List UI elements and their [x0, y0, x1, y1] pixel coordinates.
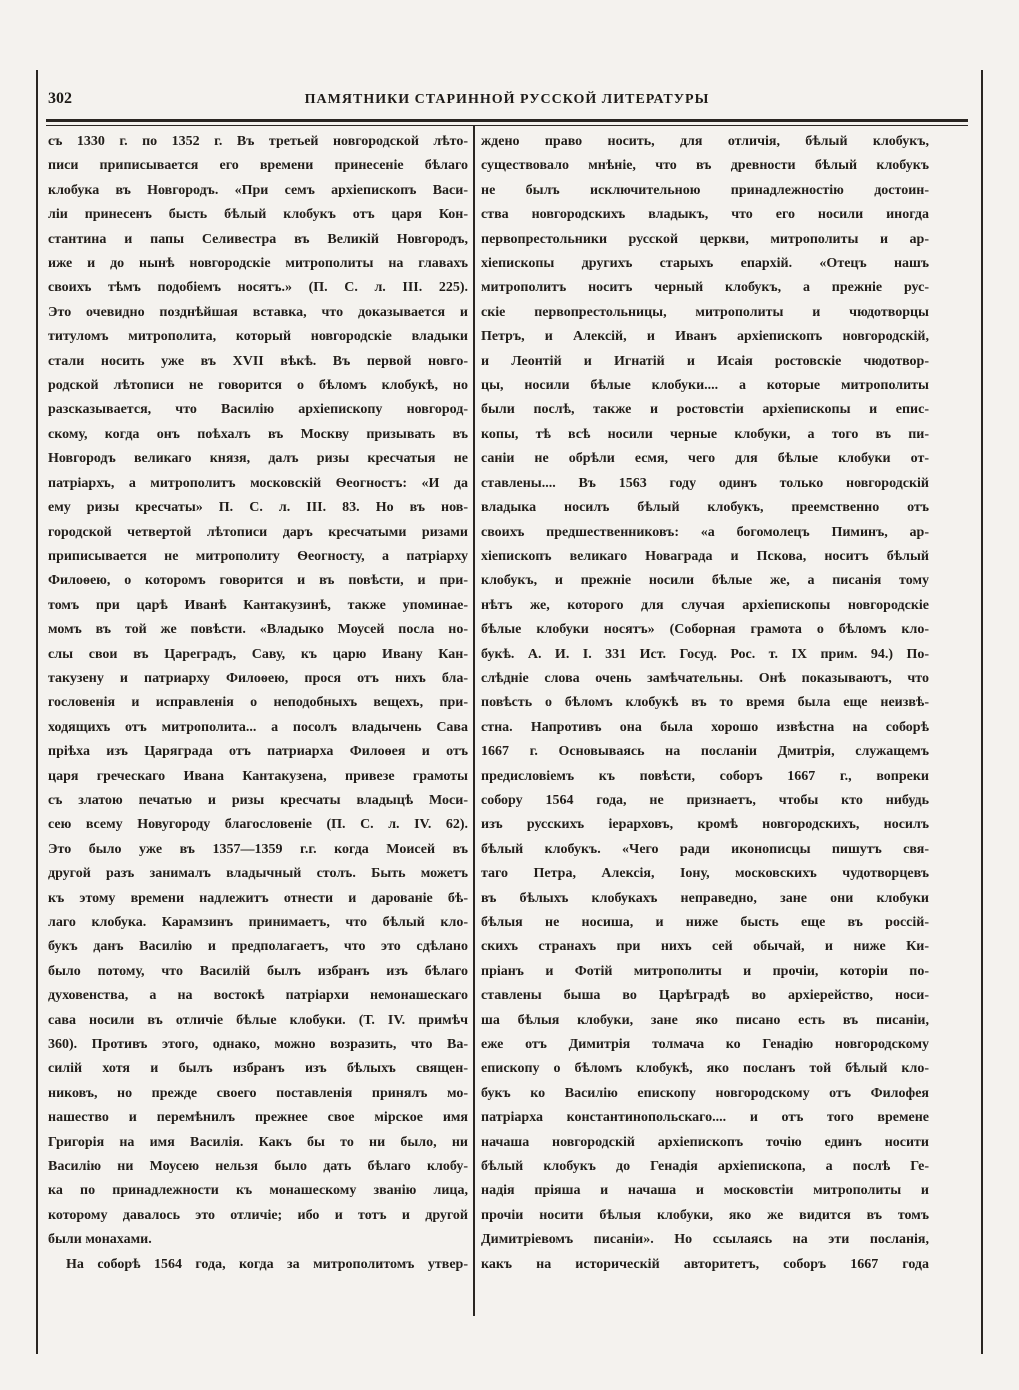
text-line: съ 1330 г. по 1352 г. Въ третьей новгородской лѣто- [48, 134, 468, 149]
text-line: ходящихъ отъ митрополита... а посолъ владычень Сава [48, 719, 468, 735]
text-line: сава носили въ отличіе бѣлые клобуки. (Т. IV. примѣч [48, 1012, 468, 1028]
text-line: бѣлыя не носиша, и ниже бысть еще въ россій- [481, 915, 929, 930]
text-line: хіепископы другихъ старыхъ епархій. «Отецъ нашъ [481, 256, 929, 272]
text-line: первопрестольники русской церкви, митрополиты и ар- [481, 231, 929, 247]
text-line: надія пріяша и начаша и московстіи митрополиты и [481, 1183, 929, 1199]
text-line: царя греческаго Ивана Кантакузена, привезе грамоты [48, 768, 468, 784]
text-line: стантина и папы Селивестра въ Великій Новгородъ, [48, 231, 468, 247]
text-line: скихъ странахъ при нихъ сей обычай, и ниже Ки- [481, 939, 929, 955]
text-line: момъ въ той же повѣсти. «Владыко Моусей посла но- [48, 622, 468, 638]
text-line: нѣтъ же, которого для случая архіепископы новгородскіе [481, 597, 929, 613]
column-divider [473, 126, 475, 1316]
text-line: не былъ исключительною принадлежностію достоин- [481, 182, 929, 198]
text-line: ставлены.... Въ 1563 году одинъ только новгородскій [481, 475, 929, 491]
text-line: ліи принесенъ бысть бѣлый клобукъ отъ царя Кон- [48, 207, 468, 223]
text-line: цы, носили бѣлые клобуки.... а которые митрополиты [481, 378, 929, 394]
text-line: букъ данъ Василію и предполагаетъ, что это сдѣлано [48, 939, 468, 955]
text-line: слѣдніе слова очень замѣчательны. Онѣ показываютъ, что [481, 670, 929, 686]
text-line: бѣлый клобукъ. «Чего ради иконописцы пишутъ свя- [481, 841, 929, 857]
text-line: и Леонтій и Игнатій и Исаія ростовскіе чюдотвор- [481, 353, 929, 369]
text-line: слы свои въ Цареградъ, Саву, къ царю Ивану Кан- [48, 646, 468, 662]
text-line: саніи не обрѣли есмя, чего для бѣлые клобуки от- [481, 451, 929, 467]
text-line: городской четвертой лѣтописи даръ кресчатыми ризами [48, 524, 468, 540]
text-line: митрополитъ носитъ черный клобукъ, а прежніе рус- [481, 280, 929, 296]
text-line: никовъ, но прежде своего поставленія принялъ мо- [48, 1085, 468, 1101]
text-line: стна. Напротивъ она была хорошо извѣстна на соборѣ [481, 719, 929, 735]
text-line: пріанъ и Фотій митрополиты и прочіи, которіи по- [481, 963, 929, 979]
header-rule-thick [46, 119, 968, 122]
text-line: епископу о бѣломъ клобукѣ, яко посланъ той бѣлый кло- [481, 1061, 929, 1077]
text-line: съ златою печатью и ризы кресчаты владыцѣ Моси- [48, 792, 468, 808]
text-line: 1667 г. Основываясь на посланіи Дмитрія, служащемъ [481, 744, 929, 760]
text-line: Новгородъ великаго князя, далъ ризы кресчатыя не [48, 451, 468, 467]
text-line: повѣсть о бѣломъ клобукѣ въ то время была еще неизвѣ- [481, 695, 929, 711]
text-line: ждено право носить, для отличія, бѣлый клобукъ, [481, 134, 929, 149]
text-line: скіе первопрестольницы, митрополиты и чюдотворцы [481, 304, 929, 320]
text-line: ему ризы кресчаты» П. С. л. III. 83. Но въ нов- [48, 500, 468, 516]
text-line: сею всему Новугороду благословеніе (П. С. л. IV. 62). [48, 817, 468, 833]
text-line: своихъ предшественниковъ: «а богомолецъ Пиминъ, ар- [481, 524, 929, 540]
text-line: иже и до нынѣ новгородскіе митрополиты на главахъ [48, 256, 468, 272]
text-line: было потому, что Василій былъ избранъ изъ бѣлаго [48, 963, 468, 979]
left-column [48, 130, 468, 1277]
text-line: 360). Противъ этого, однако, можно возразить, что Ва- [48, 1037, 468, 1053]
text-line: приписывается не митрополиту Ѳеогносту, а патріарху [48, 548, 468, 564]
text-line: томъ при царѣ Иванѣ Кантакузинѣ, также упоминае- [48, 597, 468, 613]
text-line: патріархъ, а митрополитъ московскій Ѳеогностъ: «И да [48, 475, 468, 491]
text-line: были послѣ, также и ростовстіи архіепископы и епис- [481, 402, 929, 418]
text-line: разсказывается, что Василію архіепископу новгород- [48, 402, 468, 418]
text-line: ства новгородскихъ владыкъ, что его носили иногда [481, 207, 929, 223]
text-line: Григорія на имя Василія. Какъ бы то ни было, ни [48, 1134, 468, 1150]
text-line: букъ ко Василію епископу новгородскому отъ Филофея [481, 1085, 929, 1101]
text-line: были монахами. [48, 1232, 152, 1248]
text-line: другой разъ занималъ владычный столъ. Быть можетъ [48, 866, 468, 882]
text-line: собору 1564 года, не признаетъ, чтобы кто нибудь [481, 792, 929, 808]
text-line: ка по принадлежности къ монашескому званію лица, [48, 1183, 468, 1199]
text-line: Это было уже въ 1357—1359 г.г. когда Моисей въ [48, 841, 468, 857]
text-line: начаша новгородскій архіепископъ точію единъ носити [481, 1134, 929, 1150]
page-number: 302 [48, 90, 72, 107]
text-line: существовало мнѣніе, что въ древности бѣлый клобукъ [481, 158, 929, 174]
header-rule-thin [46, 125, 968, 126]
text-line: Димитріевомъ писаніи». Но ссылаясь на эти посланія, [481, 1232, 929, 1248]
text-line: которому давалось это отличіе; ибо и тотъ и другой [48, 1207, 468, 1223]
text-line: ставлены быша во Царѣградѣ во архіерейство, носи- [481, 988, 929, 1004]
text-line: Филоѳею, о которомъ говорится и въ повѣсти, и при- [48, 573, 468, 589]
text-line: гословенія и исправленія о неподобныхъ вещехъ, при- [48, 695, 468, 711]
page-header [48, 86, 966, 116]
text-line: нашество и перемѣнилъ прежнее свое мірское имя [48, 1110, 468, 1126]
text-line: силій хотя и былъ избранъ изъ бѣлыхъ священ- [48, 1061, 468, 1077]
text-line: пріѣха изъ Царяграда отъ патриарха Филоѳея и отъ [48, 744, 468, 760]
right-column [481, 130, 929, 1277]
text-line: какъ на историческій авторитетъ, соборъ 1667 года [481, 1256, 929, 1272]
text-line: патріарха константинопольскаго.... и отъ того времене [481, 1110, 929, 1126]
text-line: лаго клобука. Карамзинъ принимаетъ, что бѣлый кло- [48, 915, 468, 930]
text-line: титуломъ митрополита, который новгородскіе владыки [48, 329, 468, 345]
text-line: своихъ тѣмъ подобіемъ носятъ.» (П. С. л. III. 225). [48, 280, 468, 296]
text-line: ша бѣлыя клобуки, зане яко писано есть въ писаніи, [481, 1012, 929, 1028]
text-line: скому, когда онъ поѣхалъ въ Москву призывать въ [48, 426, 468, 442]
text-line: духовенства, а на востокѣ патріархи немонашескаго [48, 988, 468, 1004]
text-line: клобукъ, и прежніе носили бѣлые же, а писанія тому [481, 573, 929, 589]
text-line: прочіи носити бѣлыя клобуки, яко же видится въ томъ [481, 1207, 929, 1223]
text-line: къ этому времени надлежитъ отнести и дарованіе бѣ- [48, 890, 468, 906]
text-line: На соборѣ 1564 года, когда за митрополитомъ утвер- [66, 1256, 468, 1272]
text-line: Петръ, и Алексій, и Иванъ архіепископъ новгородскій, [481, 329, 929, 345]
text-line: владыка носилъ бѣлый клобукъ, преемственно отъ [481, 500, 929, 516]
text-line: клобука въ Новгородъ. «При семъ архіепископъ Васи- [48, 182, 468, 198]
text-line: въ бѣлыхъ клобукахъ неправедно, зане они клобуки [481, 890, 929, 906]
text-line: изъ русскихъ іерарховъ, кромѣ новгородскихъ, носилъ [481, 817, 929, 833]
text-line: писи приписывается его времени принесеніе бѣлаго [48, 158, 468, 174]
text-line: такузену и патриарху Филоѳею, прося отъ нихъ бла- [48, 670, 468, 686]
text-line: Василію ни Моусею нельзя было дать бѣлаго клобу- [48, 1159, 468, 1175]
text-line: еже отъ Димитрія толмача ко Генадію новгородскому [481, 1037, 929, 1053]
running-title: ПАМЯТНИКИ СТАРИННОЙ РУССКОЙ ЛИТЕРАТУРЫ [304, 92, 710, 107]
text-line: бѣлый клобукъ до Генадія архіепископа, а послѣ Ге- [481, 1159, 929, 1175]
text-line: букѣ. А. И. I. 331 Ист. Госуд. Рос. т. IX прим. 94.) По- [481, 646, 929, 662]
text-line: предисловіемъ къ повѣсти, соборъ 1667 г., вопреки [481, 768, 929, 784]
text-line: Это очевидно позднѣйшая вставка, что доказывается и [48, 304, 468, 320]
text-line: таго Петра, Алексія, Іону, московскихъ чудотворцевъ [481, 866, 929, 882]
text-line: копы, тѣ всѣ носили черные клобуки, а того въ пи- [481, 426, 929, 442]
text-line: родской лѣтописи не говорится о бѣломъ клобукѣ, но [48, 378, 468, 394]
text-line: бѣлые клобуки носятъ» (Соборная грамота о бѣломъ кло- [481, 622, 929, 638]
text-line: стали носить уже въ XVII вѣкѣ. Въ первой новго- [48, 353, 468, 369]
text-line: хіепископъ великаго Новаграда и Пскова, носитъ бѣлый [481, 548, 929, 564]
